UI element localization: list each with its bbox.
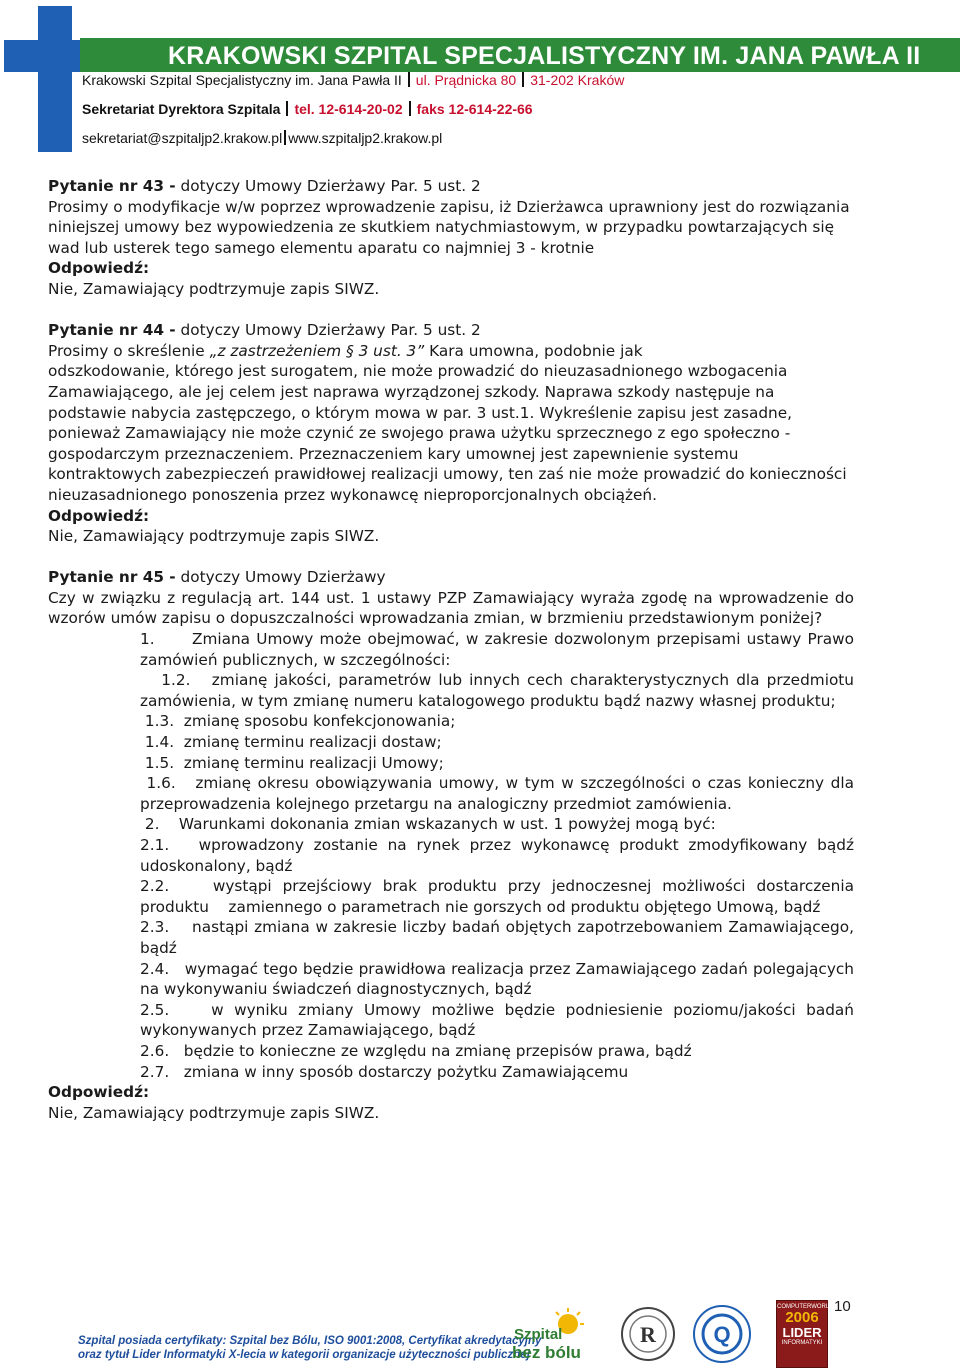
list-item: 2.1. wprowadzony zostanie na rynek przez wykonawcę produkt zmodyfikowany bądź udoskonalony, bądź <box>140 836 869 875</box>
answer-label: Odpowiedź: <box>48 1083 150 1102</box>
answer-text: Nie, Zamawiający podtrzymuje zapis SIWZ. <box>48 527 380 546</box>
answer-label: Odpowiedź: <box>48 506 150 525</box>
list-item: 2.5. w wyniku zmiany Umowy możliwe będzie podniesienie poziomu/jakości badań wykonywanych przez Zamawiającego, bądź <box>140 1000 859 1040</box>
answer-text: Nie, Zamawiający podtrzymuje zapis SIWZ. <box>48 279 380 298</box>
page-number: 10 <box>834 1298 851 1315</box>
list-item: 2.7. zmiana w inny sposób dostarczy pożytku Zamawiającemu <box>140 1062 629 1081</box>
quality-seal-icon <box>692 1304 752 1364</box>
list-item: 1.5. zmianę terminu realizacji Umowy; <box>140 753 444 772</box>
list-item: 2.6. będzie to konieczne ze względu na zmianę przepisów prawa, bądź <box>140 1041 692 1060</box>
question-43-heading: Pytanie nr 43 - dotyczy Umowy Dzierżawy Par. 5 ust. 2 <box>48 177 481 195</box>
question-43-text: Prosimy o modyfikacje w/w poprzez wprowadzenie zapisu, iż Dzierżawca uprawniony jest do rozwiązania niniejszej umowy bez wypowiedzenia ze skutkiem natychmiastowym, w przypadku powtarzających się wad lub usterek tego samego elementu aparatu co najmniej 3 - krotnie <box>48 197 850 257</box>
certificates-note: Szpital posiada certyfikaty: Szpital bez Bólu, ISO 9001:2008, Certyfikat akredytacyjny oraz tytuł Lider Informatyki X-lecia w kategorii organizacje użyteczności publicznej <box>78 1335 542 1361</box>
svg-text:R: R <box>640 1322 656 1347</box>
question-45-intro: Czy w związku z regulacją art. 144 ust. 1 ustawy PZP Zamawiający wyraża zgodę na wprowadzenie do wzorów umów zapisu o dopuszczalności wprowadzania zmian, w brzmieniu przedstawionym poniżej? <box>48 588 854 628</box>
question-45-heading: Pytanie nr 45 - dotyczy Umowy Dzierżawy <box>48 568 386 587</box>
hospital-title: KRAKOWSKI SZPITAL SPECJALISTYCZNY IM. JANA PAWŁA II <box>168 42 921 70</box>
list-item: 1.6. zmianę okresu obowiązywania umowy, w tym w szczególności o czas konieczny dla przeprowadzenia kolejnego przetargu na analogiczny przedmiot zamówienia. <box>140 774 864 813</box>
list-item: 1.4. zmianę terminu realizacji dostaw; <box>140 733 442 752</box>
letterhead <box>0 0 960 160</box>
document-body <box>48 176 869 1123</box>
list-item: 1. Zmiana Umowy może obejmować, w zakresie dozwolonym przepisami ustawy Prawo zamówień publicznych, w szczególności: <box>140 630 864 669</box>
list-item: 2. Warunkami dokonania zmian wskazanych w ust. 1 powyżej mogą być: <box>140 815 716 834</box>
list-item: 1.3. zmianę sposobu konfekcjonowania; <box>140 712 456 731</box>
question-44-first-line: Prosimy o skreślenie „z zastrzeżeniem § 3 ust. 3” Kara umowna, podobnie jak <box>48 341 643 360</box>
list-item: 1.2. zmianę jakości, parametrów lub innych cech charakterystycznych dla przedmiotu zamówienia, w tym zmianę numeru katalogowego produktu bądź nazwy własnej produktu; <box>140 671 859 710</box>
page-footer <box>0 1290 960 1369</box>
header-web-line <box>82 130 442 146</box>
list-item: 2.4. wymagać tego będzie prawidłowa realizacja przez Zamawiającego zadań polegających na wykonywaniu świadczeń diagnostycznych, bądź <box>140 959 859 999</box>
question-44-text: odszkodowanie, którego jest surogatem, nie może prowadzić do nieuzasadnionego wzbogacenia Zamawiającego, ale jej celem jest naprawa wyrządzonej szkody. Naprawa szkody następuje na podstawie nabycia zastępczego, o którym mowa w par. 3 ust.1. Wykreślenie zapisu jest zasadne, ponieważ Zamawiający nie może czynić ze swojego prawa użytku sprzecznego z ego społeczno - gospodarczym przeznaczeniem. Przeznaczeniem kary umownej jest zapewnienie systemu kontraktowych zabezpieczeń prawidłowej realizacji umowy, ten zaś nie może prowadzić do konieczności nieuzasadnionego ponoszenia przez wykonawcę nieproporcjonalnych obciążeń. <box>48 362 847 504</box>
answer-label: Odpowiedź: <box>48 259 150 278</box>
list-item: 2.2. wystąpi przejściowy brak produktu przy jednoczesnej możliwości dostarczenia produktu zamiennego o parametrach nie gorszych od produktu objętego Umową, bądź <box>140 877 859 916</box>
header-contact-line: Sekretariat Dyrektora Szpitala tel. 12-614-20-02 faks 12-614-22-66 <box>82 101 533 117</box>
answer-text: Nie, Zamawiający podtrzymuje zapis SIWZ. <box>48 1103 380 1122</box>
website-link[interactable]: www.szpitaljp2.krakow.pl <box>288 130 443 146</box>
email-link[interactable]: sekretariat@szpitaljp2.krakow.pl <box>82 130 283 146</box>
lider-informatyki-logo: COMPUTERWORLD 2006 LIDER INFORMATYKI <box>776 1300 828 1368</box>
list-item: 2.3. nastąpi zmiana w zakresie liczby badań objętych zapotrzebowaniem Zamawiającego, bądź <box>140 918 859 957</box>
szpital-bez-bolu-logo: Szpital bez bólu <box>510 1304 592 1366</box>
svg-text:Q: Q <box>713 1322 731 1347</box>
question-44-heading: Pytanie nr 44 - dotyczy Umowy Dzierżawy Par. 5 ust. 2 <box>48 321 481 340</box>
certification-seal-icon <box>620 1306 676 1362</box>
header-address-line: Krakowski Szpital Specjalistyczny im. Jana Pawła II ul. Prądnicka 80 31-202 Kraków <box>82 72 625 88</box>
